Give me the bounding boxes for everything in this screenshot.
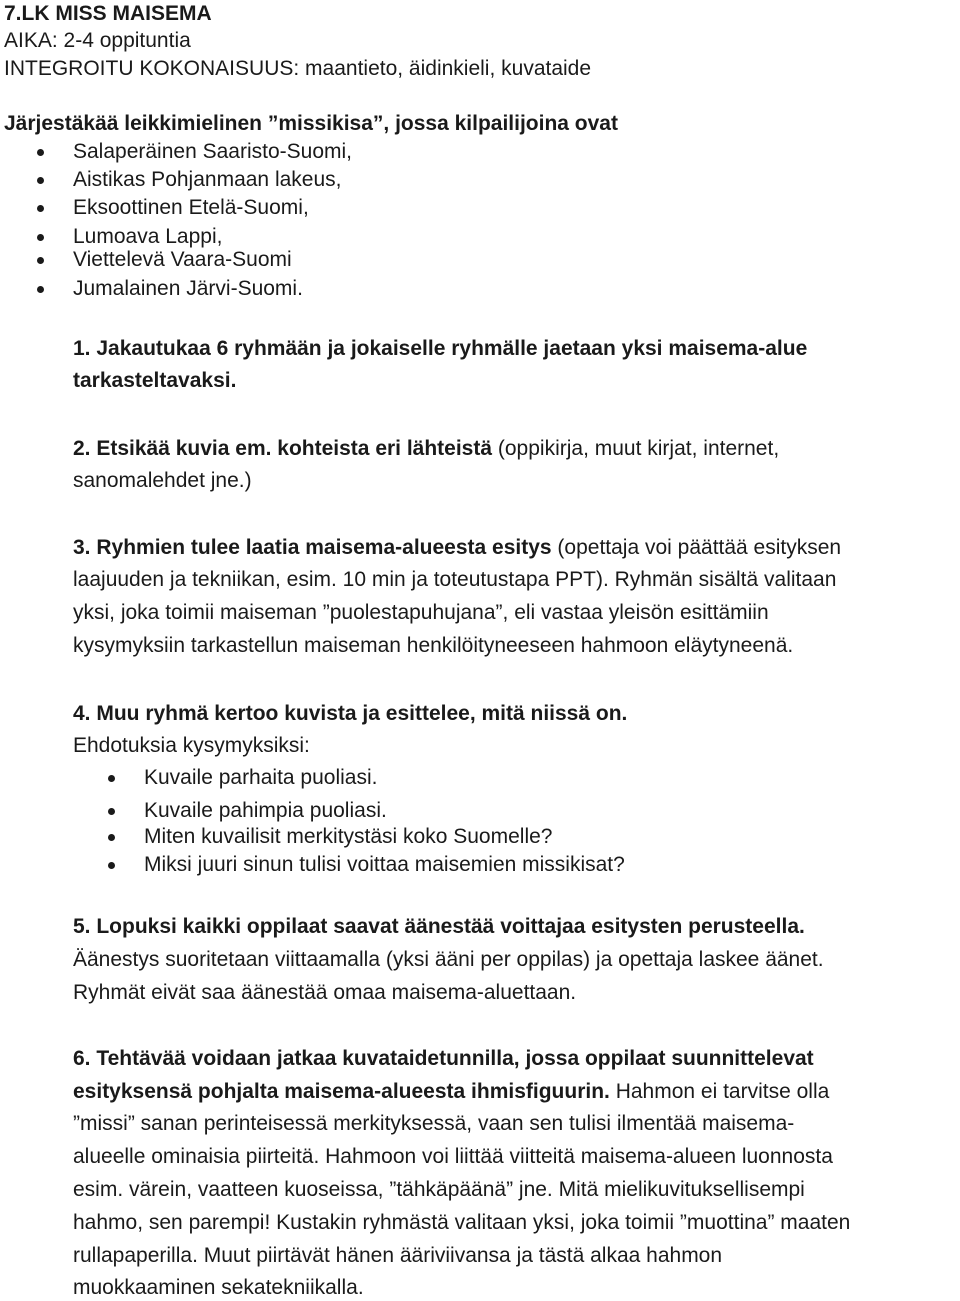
- step-1-line-2: tarkasteltavaksi.: [73, 369, 237, 392]
- integrated-subjects: INTEGROITU KOKONAISUUS: maantieto, äidinkieli, kuvataide: [4, 57, 592, 80]
- list-item: Lumoava Lappi,: [73, 225, 223, 248]
- list-item: Miksi juuri sinun tulisi voittaa maisemien missikisat?: [144, 853, 625, 876]
- bullet-icon: [37, 177, 44, 184]
- bullet-icon: [108, 775, 115, 782]
- step-3-bold: 3. Ryhmien tulee laatia maisema-alueesta esitys: [73, 536, 552, 559]
- step-6-line-1: 6. Tehtävää voidaan jatkaa kuvataidetunnilla, jossa oppilaat suunnittelevat: [73, 1047, 814, 1070]
- step-4-heading: 4. Muu ryhmä kertoo kuvista ja esittelee, mitä niissä on.: [73, 702, 628, 725]
- bullet-icon: [108, 862, 115, 869]
- step-5-line-3: Ryhmät eivät saa äänestää omaa maisema-aluettaan.: [73, 981, 577, 1004]
- step-6-line-4: alueelle ominaisia piirteitä. Hahmoon voi liittää viitteitä maisema-alueen luonnosta: [73, 1145, 833, 1168]
- step-6-line-5: esim. värein, vaatteen kuoseissa, ”tähkäpäänä” jne. Mitä mielikuvituksellisempi: [73, 1178, 805, 1201]
- step-3-line-2: laajuuden ja tekniikan, esim. 10 min ja toteutustapa PPT). Ryhmän sisältä valitaan: [73, 568, 837, 591]
- list-item: Salaperäinen Saaristo-Suomi,: [73, 140, 352, 163]
- step-6-normal: Hahmon ei tarvitse olla: [609, 1080, 830, 1103]
- bullet-icon: [37, 286, 44, 293]
- time-info: AIKA: 2-4 oppituntia: [4, 29, 191, 52]
- list-item: Kuvaile parhaita puoliasi.: [144, 766, 378, 789]
- list-item: Kuvaile pahimpia puoliasi.: [144, 799, 387, 822]
- list-item: Eksoottinen Etelä-Suomi,: [73, 196, 309, 219]
- step-3-line-4: kysymyksiin tarkastellun maiseman henkilöityneeseen hahmoon eläytyneenä.: [73, 634, 794, 657]
- bullet-icon: [37, 234, 44, 241]
- step-1-line-1: 1. Jakautukaa 6 ryhmään ja jokaiselle ryhmälle jaetaan yksi maisema-alue: [73, 337, 808, 360]
- bullet-icon: [37, 149, 44, 156]
- step-4-subheading: Ehdotuksia kysymyksiksi:: [73, 734, 310, 757]
- step-3-line-3: yksi, joka toimii maiseman ”puolestapuhujana”, eli vastaa yleisön esittämiin: [73, 601, 769, 624]
- step-2-normal: (oppikirja, muut kirjat, internet,: [492, 437, 780, 460]
- step-2-bold: 2. Etsikää kuvia em. kohteista eri lähteistä: [73, 437, 493, 460]
- list-item: Miten kuvailisit merkitystäsi koko Suomelle?: [144, 825, 553, 848]
- bullet-icon: [37, 257, 44, 264]
- list-item: Viettelevä Vaara-Suomi: [73, 248, 292, 271]
- list-item: Aistikas Pohjanmaan lakeus,: [73, 168, 342, 191]
- intro-text: Järjestäkää leikkimielinen ”missikisa”, jossa kilpailijoina ovat: [4, 112, 618, 135]
- step-5-line-2: Äänestys suoritetaan viittaamalla (yksi ääni per oppilas) ja opettaja laskee äänet.: [73, 948, 824, 971]
- step-6-line-7: rullapaperilla. Muut piirtävät hänen ääriviivansa ja tästä alkaa hahmon: [73, 1244, 723, 1267]
- bullet-icon: [108, 808, 115, 815]
- step-2-line-2: sanomalehdet jne.): [73, 469, 252, 492]
- bullet-icon: [108, 834, 115, 841]
- step-6-line-2: [73, 1079, 829, 1105]
- step-6-line-6: hahmo, sen parempi! Kustakin ryhmästä valitaan yksi, joka toimii ”muottina” maaten: [73, 1211, 851, 1234]
- step-6-bold: esityksensä pohjalta maisema-alueesta ihmisfiguurin.: [73, 1080, 610, 1103]
- page-title: 7.LK MISS MAISEMA: [4, 2, 212, 25]
- step-6-line-3: ”missi” sanan perinteisessä merkityksessä, vaan sen tulisi ilmentää maisema-: [73, 1112, 795, 1135]
- step-3-normal: (opettaja voi päättää esityksen: [551, 536, 842, 559]
- list-item: Jumalainen Järvi-Suomi.: [73, 277, 303, 300]
- step-2-line-1: [73, 436, 779, 462]
- bullet-icon: [37, 205, 44, 212]
- step-6-line-8: muokkaaminen sekatekniikalla.: [73, 1276, 364, 1299]
- step-3-line-1: [73, 535, 841, 561]
- step-5-heading: 5. Lopuksi kaikki oppilaat saavat äänestää voittajaa esitysten perusteella.: [73, 915, 805, 938]
